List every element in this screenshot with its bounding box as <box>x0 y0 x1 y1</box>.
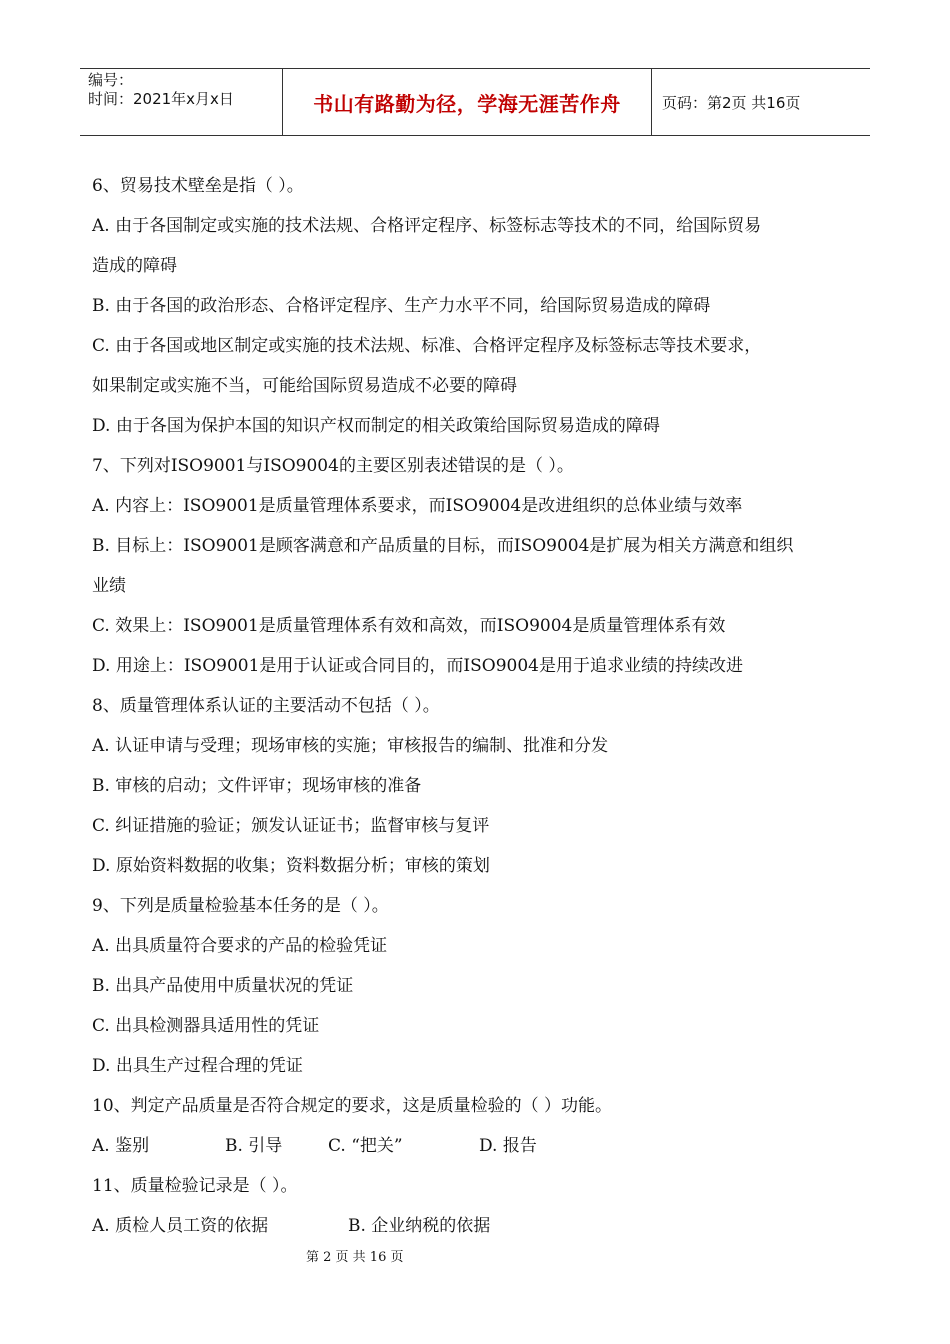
text-line: A. 内容上：ISO9001是质量管理体系要求，而ISO9004是改进组织的总体业绩与效率 <box>92 496 743 516</box>
header-motto: 书山有路勤为径，学海无涯苦作舟 <box>282 69 652 135</box>
text-line: 11、质量检验记录是（ ）。 <box>92 1176 298 1196</box>
text-line: 6、贸易技术壁垒是指（ ）。 <box>92 176 304 196</box>
text-line: B. 审核的启动；文件评审；现场审核的准备 <box>92 776 422 796</box>
text-line: 10、判定产品质量是否符合规定的要求，这是质量检验的（ ）功能。 <box>92 1096 613 1116</box>
header-page-info: 页码：第2页 共16页 <box>662 93 801 112</box>
page-header <box>80 68 870 136</box>
option-b: B. 引导 <box>225 1136 283 1156</box>
header-meta <box>80 69 282 135</box>
text-line: 造成的障碍 <box>92 256 177 276</box>
text-line: A. 由于各国制定或实施的技术法规、合格评定程序、标签标志等技术的不同，给国际贸易 <box>92 216 762 236</box>
text-line: D. 由于各国为保护本国的知识产权而制定的相关政策给国际贸易造成的障碍 <box>92 416 660 436</box>
option-d: D. 报告 <box>479 1136 537 1156</box>
text-line: C. 效果上：ISO9001是质量管理体系有效和高效，而ISO9004是质量管理体系有效 <box>92 616 726 636</box>
text-line: B. 目标上：ISO9001是顾客满意和产品质量的目标，而ISO9004是扩展为相关方满意和组织 <box>92 536 794 556</box>
text-line: D. 出具生产过程合理的凭证 <box>92 1056 303 1076</box>
number-label: 编号： <box>88 71 134 89</box>
text-line: 8、质量管理体系认证的主要活动不包括（ ）。 <box>92 696 440 716</box>
text-line: 业绩 <box>92 576 126 596</box>
option-a: A. 质检人员工资的依据 <box>92 1216 269 1236</box>
text-line: B. 出具产品使用中质量状况的凭证 <box>92 976 354 996</box>
option-b: B. 企业纳税的依据 <box>348 1216 491 1236</box>
text-line: A. 认证申请与受理；现场审核的实施；审核报告的编制、批准和分发 <box>92 736 609 756</box>
time-label: 时间：2021年x月x日 <box>88 90 234 108</box>
text-line: B. 由于各国的政治形态、合格评定程序、生产力水平不同，给国际贸易造成的障碍 <box>92 296 711 316</box>
text-line: C. 纠证措施的验证；颁发认证证书；监督审核与复评 <box>92 816 490 836</box>
document-body <box>92 166 862 1246</box>
text-line: D. 用途上：ISO9001是用于认证或合同目的，而ISO9004是用于追求业绩的持续改进 <box>92 656 743 676</box>
text-line: C. 出具检测器具适用性的凭证 <box>92 1016 320 1036</box>
text-line: 9、下列是质量检验基本任务的是（ ）。 <box>92 896 389 916</box>
option-a: A. 鉴别 <box>92 1136 150 1156</box>
text-line: C. 由于各国或地区制定或实施的技术法规、标准、合格评定程序及标签标志等技术要求， <box>92 336 762 356</box>
q10-options <box>92 1126 862 1166</box>
text-line: 如果制定或实施不当，可能给国际贸易造成不必要的障碍 <box>92 376 517 396</box>
text-line: D. 原始资料数据的收集；资料数据分析；审核的策划 <box>92 856 490 876</box>
option-c: C. “把关” <box>328 1136 403 1156</box>
page-footer: 第 2 页 共 16 页 <box>306 1250 404 1265</box>
text-line: 7、下列对ISO9001与ISO9004的主要区别表述错误的是（ ）。 <box>92 456 574 476</box>
q11-options <box>92 1206 862 1246</box>
text-line: A. 出具质量符合要求的产品的检验凭证 <box>92 936 388 956</box>
